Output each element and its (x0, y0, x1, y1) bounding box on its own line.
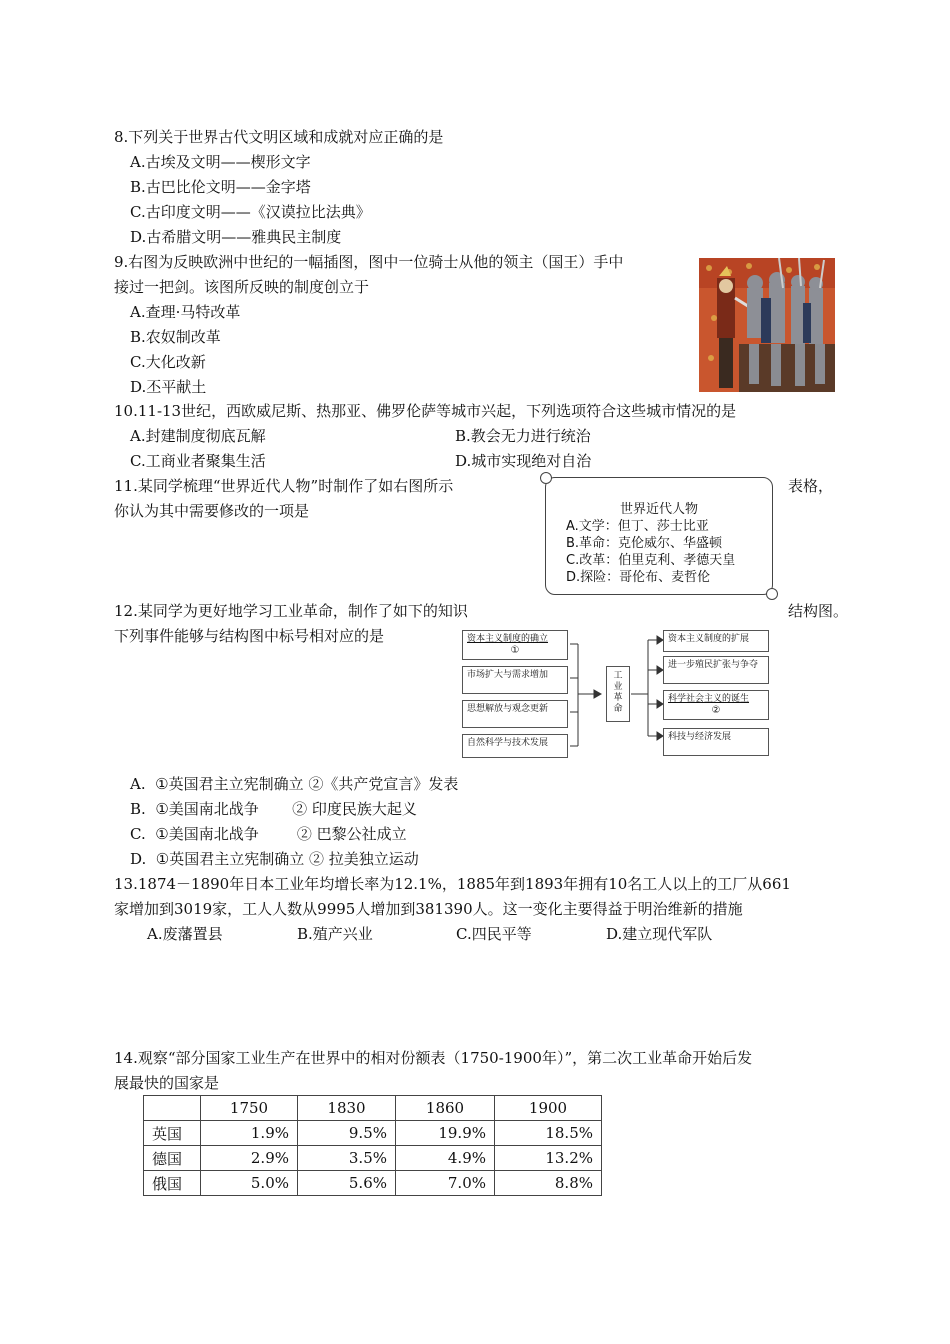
table-cell-country: 英国 (144, 1121, 201, 1146)
scroll-curl-decoration (766, 588, 778, 600)
q9-option-d: D.丕平献土 (130, 378, 207, 396)
q9-option-c: C.大化改新 (130, 353, 206, 371)
table-header-row (144, 1096, 602, 1121)
table-cell: 8.8% (495, 1171, 602, 1196)
table-header-cell: 1750 (201, 1096, 298, 1121)
table-header-cell: 1860 (396, 1096, 495, 1121)
q12-option-a: A. ①英国君主立宪制确立 ②《共产党宣言》发表 (130, 775, 459, 793)
q12-stem-line1b: 结构图。 (788, 602, 849, 620)
table-cell: 5.0% (201, 1171, 298, 1196)
table-cell: 1.9% (201, 1121, 298, 1146)
q12-stem-line2: 下列事件能够与结构图中标号相对应的是 (114, 627, 385, 645)
card-row-c: C.改革：伯里克利、孝德天皇 (566, 553, 736, 568)
marker-1: ① (510, 645, 520, 656)
q13-stem-line2: 家增加到3019家，工人人数从9995人增加到381390人。这一变化主要得益于明治维新的措施 (114, 900, 743, 918)
left-box-3: 思想解放与观念更新 (462, 700, 568, 728)
table-cell: 5.6% (298, 1171, 396, 1196)
table-row (144, 1146, 602, 1171)
q12-structure-diagram (458, 628, 772, 760)
scroll-curl-decoration (540, 472, 552, 484)
left-box-1 (462, 630, 568, 660)
q10-option-a: A.封建制度彻底瓦解 (130, 427, 266, 445)
q13-option-b: B.殖产兴业 (297, 925, 373, 943)
table-cell: 19.9% (396, 1121, 495, 1146)
card-row-a: A.文学：但丁、莎士比亚 (566, 519, 709, 534)
q8-option-c: C.古印度文明——《汉谟拉比法典》 (130, 203, 371, 221)
table-cell: 7.0% (396, 1171, 495, 1196)
q9-option-a: A.查理·马特改革 (130, 303, 241, 321)
table-header-cell: 1900 (495, 1096, 602, 1121)
right-box-4: 科技与经济发展 (663, 728, 769, 756)
q12-stem-line1a: 12.某同学为更好地学习工业革命，制作了如下的知识 (114, 602, 468, 620)
right-box-2: 进一步殖民扩张与争夺 (663, 656, 769, 684)
q9-stem-line2: 接过一把剑。该图所反映的制度创立于 (114, 278, 370, 296)
q11-stem-line1a: 11.某同学梳理“世界近代人物”时制作了如右图所示 (114, 477, 454, 495)
table-cell: 13.2% (495, 1146, 602, 1171)
q13-option-a: A.废藩置县 (147, 925, 223, 943)
right-box-3 (663, 690, 769, 720)
table-cell-country: 德国 (144, 1146, 201, 1171)
left-box-4: 自然科学与技术发展 (462, 734, 568, 758)
table-cell: 18.5% (495, 1121, 602, 1146)
q8-option-a: A.古埃及文明——楔形文字 (130, 153, 311, 171)
left-box-1-label: 资本主义制度的确立 (467, 634, 549, 644)
table-header-cell: 1830 (298, 1096, 396, 1121)
q9-option-b: B.农奴制改革 (130, 328, 221, 346)
table-cell-country: 俄国 (144, 1171, 201, 1196)
table-row (144, 1171, 602, 1196)
q11-figure-card (545, 477, 773, 595)
q8-option-b: B.古巴比伦文明——金字塔 (130, 178, 311, 196)
table-cell: 3.5% (298, 1146, 396, 1171)
center-box-industrial-revolution: 工业革命 (606, 666, 630, 722)
q10-option-d: D.城市实现绝对自治 (455, 452, 592, 470)
table-cell: 2.9% (201, 1146, 298, 1171)
q12-option-d: D. ①英国君主立宪制确立 ② 拉美独立运动 (130, 850, 419, 868)
q14-stem-line2: 展最快的国家是 (114, 1074, 220, 1092)
table-cell: 4.9% (396, 1146, 495, 1171)
q13-option-c: C.四民平等 (456, 925, 532, 943)
q10-option-b: B.教会无力进行统治 (455, 427, 591, 445)
table-header-cell (144, 1096, 201, 1121)
q12-option-c: C. ①美国南北战争 ② 巴黎公社成立 (130, 825, 407, 843)
q8-stem: 8.下列关于世界古代文明区域和成就对应正确的是 (114, 128, 444, 146)
table-cell: 9.5% (298, 1121, 396, 1146)
q14-stem-line1: 14.观察“部分国家工业生产在世界中的相对份额表（1750-1900年）”，第二次工业革命开始后发 (114, 1049, 753, 1067)
medieval-knight-illustration (699, 258, 835, 392)
table-row (144, 1121, 602, 1146)
q10-stem: 10.11-13世纪，西欧威尼斯、热那亚、佛罗伦萨等城市兴起，下列选项符合这些城市情况的是 (114, 402, 737, 420)
q8-option-d: D.古希腊文明——雅典民主制度 (130, 228, 342, 246)
q12-option-b: B. ①美国南北战争 ② 印度民族大起义 (130, 800, 417, 818)
card-title: 世界近代人物 (619, 502, 698, 517)
card-row-b: B.革命：克伦威尔、华盛顿 (566, 536, 723, 551)
marker-2: ② (711, 705, 721, 716)
q13-stem-line1: 13.1874－1890年日本工业年均增长率为12.1%，1885年到1893年拥有10名工人以上的工厂从661 (114, 875, 791, 893)
q10-option-c: C.工商业者聚集生活 (130, 452, 266, 470)
right-box-3-label: 科学社会主义的诞生 (668, 694, 750, 704)
left-box-2: 市场扩大与需求增加 (462, 666, 568, 694)
right-box-1: 资本主义制度的扩展 (663, 630, 769, 652)
q13-option-d: D.建立现代军队 (606, 925, 713, 943)
q14-table (143, 1095, 602, 1196)
q11-stem-line2: 你认为其中需要修改的一项是 (114, 502, 310, 520)
card-row-d: D.探险：哥伦布、麦哲伦 (566, 570, 711, 585)
q11-stem-line1b: 表格， (788, 477, 834, 495)
q9-stem-line1: 9.右图为反映欧洲中世纪的一幅插图，图中一位骑士从他的领主（国王）手中 (114, 253, 624, 271)
